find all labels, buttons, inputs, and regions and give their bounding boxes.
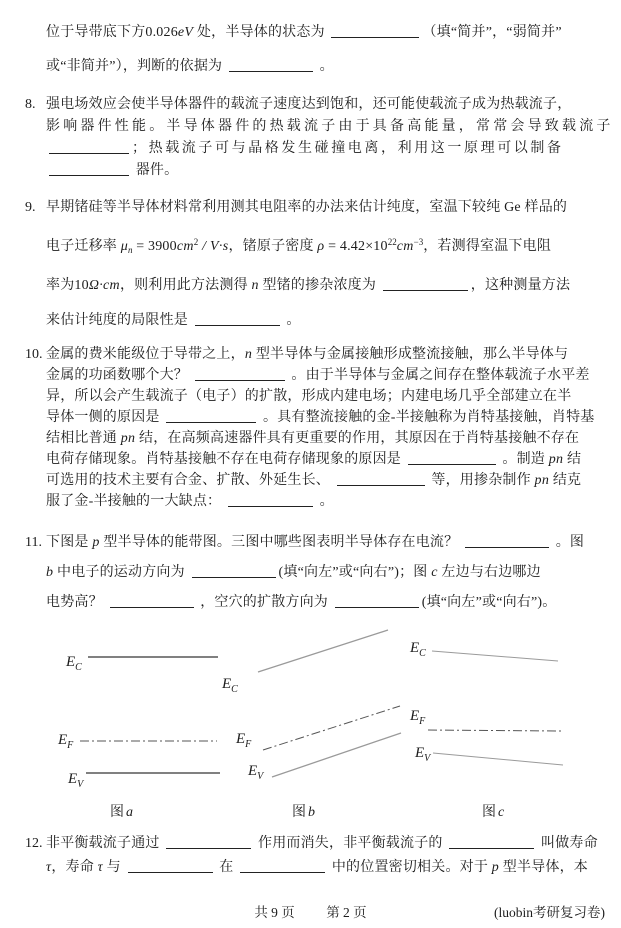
text-run: 结克 <box>549 473 582 488</box>
question <box>25 190 599 338</box>
band-line-c-ec <box>432 651 558 661</box>
text-run: ；热载流子可与晶格发生碰撞电离，利用这一原理可以制备 <box>132 141 564 156</box>
level-label-b-ec: $E_C$ <box>222 676 238 695</box>
question-line <box>46 470 599 491</box>
text-run: 结相比普通 <box>46 431 121 446</box>
page-footer <box>0 904 621 922</box>
text-run: 导体一侧的原因是 <box>46 410 164 425</box>
math-run: eV <box>177 25 194 40</box>
question-line <box>46 428 599 449</box>
question-body <box>46 832 599 880</box>
blank-field <box>49 140 129 154</box>
level-label-a-ef: $E_F$ <box>58 732 74 751</box>
text-run: 叫做寿命 <box>537 836 598 851</box>
blank-field <box>383 277 468 291</box>
text-run: ，寿命 <box>51 860 98 875</box>
text-run: 服了金-半接触的一大缺点： <box>46 494 225 509</box>
text-run: 。 <box>315 59 334 74</box>
current-page-label: 第 2 页 <box>326 905 367 920</box>
text-run: （填“简并”，“弱简并” <box>422 25 562 40</box>
text-run: 。制造 <box>498 452 549 467</box>
blank-field <box>110 594 194 608</box>
question-body <box>46 190 599 338</box>
math-run: cm <box>396 239 414 254</box>
question-line <box>46 491 599 512</box>
text-run: 器件。 <box>132 163 179 178</box>
fermi-line-b-ef <box>263 706 400 750</box>
question-line <box>46 449 599 470</box>
text-run: 金属的费米能级位于导带之上， <box>46 347 245 362</box>
text-run: 可选用的技术主要有合金、扩散、外延生长、 <box>46 473 334 488</box>
level-label-c-ev: $E_V$ <box>415 745 431 764</box>
math-run: pn <box>534 473 550 488</box>
math-run: τ <box>97 860 103 875</box>
math-run: n <box>244 347 253 362</box>
math-run: ρ <box>317 239 325 254</box>
question-line <box>46 190 599 225</box>
figure-caption-a: 图 a <box>110 805 133 820</box>
question <box>25 94 614 182</box>
blank-field <box>240 859 325 873</box>
question-body <box>46 94 614 182</box>
blank-field <box>166 835 251 849</box>
band-line-c-ev <box>433 753 563 765</box>
level-label-a-ec: $E_C$ <box>66 654 82 673</box>
text-run: 等，用掺杂制作 <box>427 473 535 488</box>
blank-field <box>449 835 534 849</box>
math-run: n <box>251 278 259 293</box>
question-number: 12. <box>25 836 43 851</box>
text-run: ，这种测量方法 <box>470 278 571 293</box>
text-run: 左边与右边哪边 <box>437 565 541 580</box>
blank-field <box>229 58 313 72</box>
text-run: 型半导体，本 <box>499 860 588 875</box>
level-label-b-ef: $E_F$ <box>236 731 252 750</box>
question-line <box>46 303 599 338</box>
question-body <box>46 344 599 512</box>
energy-band-diagram <box>0 624 621 824</box>
question-number: 8. <box>25 97 36 112</box>
question-line <box>46 94 599 116</box>
question <box>25 528 599 618</box>
question-number: 9. <box>25 200 36 215</box>
level-label-c-ec: $E_C$ <box>410 640 426 659</box>
text-run: 作用而消失，非平衡载流子的 <box>254 836 447 851</box>
blank-field <box>465 534 549 548</box>
math-run: μ <box>120 239 129 254</box>
text-run: 与 <box>102 860 125 875</box>
question-area-bottom <box>0 832 621 880</box>
question-line <box>46 588 599 618</box>
level-label-b-ev: $E_V$ <box>248 763 264 782</box>
text-run: 早期锗硅等半导体材料常利用测其电阻率的办法来估计纯度，室温下较纯 Ge 样品的 <box>46 200 568 215</box>
text-run: 0.026 <box>145 25 178 40</box>
question <box>25 832 599 880</box>
question-number: 10. <box>25 347 43 362</box>
text-run: 电荷存储现象。肖特基接触不存在电荷存储现象的原因是 <box>46 452 405 467</box>
band-diagram-svg <box>0 624 621 824</box>
blank-field <box>228 493 313 507</box>
text-run: 金属的功函数哪个大？ <box>46 368 192 383</box>
math-run: pn <box>548 452 564 467</box>
text-run: 结 <box>563 452 582 467</box>
text-run: 位于导带底下方 <box>46 25 146 40</box>
text-run: ，空穴的扩散方向为 <box>196 595 332 610</box>
text-run: 电子迁移率 <box>46 239 121 254</box>
text-run: 。由于半导体与金属之间存在整体载流子水平差 <box>287 368 590 383</box>
source-credit: (luobin考研复习卷) <box>494 905 605 920</box>
blank-field <box>335 594 419 608</box>
math-run: p <box>491 860 500 875</box>
text-run: 型锗的掺杂浓度为 <box>258 278 380 293</box>
math-run: Ω·cm <box>88 278 120 293</box>
text-run: ，若测得室温下电阻 <box>423 239 552 254</box>
text-run: 中的位置密切相关。对于 <box>328 860 492 875</box>
question-line <box>46 386 599 407</box>
text-run: 结，在高频高速器件具有更重要的作用，其原因在于肖特基接触不存在 <box>135 431 580 446</box>
text-run: (填“向左”或“向右”)。 <box>421 595 557 610</box>
question-line <box>46 558 599 588</box>
text-run: 率为10 <box>46 278 89 293</box>
band-line-b-ec <box>258 630 388 672</box>
total-pages-label: 共 9 页 <box>254 905 295 920</box>
question-line <box>46 407 599 428</box>
text-run: 。具有整流接触的金-半接触称为肖特基接触，肖特基 <box>259 410 595 425</box>
question-line <box>46 50 599 84</box>
text-run: 异，所以会产生载流子（电子）的扩散，形成内建电场；内建电场几乎全部建立在半 <box>46 389 572 404</box>
level-label-c-ef: $E_F$ <box>410 708 426 727</box>
text-run: 型半导体的能带图。三图中哪些图表明半导体存在电流？ <box>99 535 463 550</box>
text-run: 来估计纯度的局限性是 <box>46 313 192 328</box>
question-body <box>46 16 599 84</box>
text-run: 在 <box>215 860 238 875</box>
blank-field <box>192 564 276 578</box>
question-body <box>46 528 599 618</box>
text-run: 或“非简并”），判断的依据为 <box>46 59 226 74</box>
question-line <box>46 16 599 50</box>
text-run: 下图是 <box>46 535 93 550</box>
fermi-line-c-ef <box>428 730 563 731</box>
math-run: −3 <box>413 237 424 247</box>
question-line <box>46 365 599 386</box>
question-number: 11. <box>25 535 42 550</box>
text-run: 非平衡载流子通过 <box>46 836 164 851</box>
math-run: 2 <box>193 237 199 247</box>
math-run: τ <box>46 860 52 875</box>
blank-field <box>195 367 285 381</box>
question-line <box>46 160 599 182</box>
question-line <box>46 856 599 880</box>
question-line <box>46 225 599 268</box>
figure-caption-c: 图 c <box>482 805 505 820</box>
question-line <box>46 138 599 160</box>
text-run: (填“向左”或“向右”)；图 <box>278 565 432 580</box>
question-line <box>46 268 599 303</box>
blank-field <box>408 451 496 465</box>
math-run: cm <box>176 239 194 254</box>
text-run: ，锗原子密度 <box>228 239 318 254</box>
text-run: = 4.42×10 <box>324 239 388 254</box>
blank-field <box>49 162 129 176</box>
math-run: n <box>128 245 133 255</box>
question-line <box>46 344 599 365</box>
blank-field <box>337 472 425 486</box>
math-run: b <box>46 565 54 580</box>
text-run: 强电场效应会使半导体器件的载流子速度达到饱和，还可能使载流子成为热载流子， <box>46 97 572 112</box>
text-run: 。图 <box>552 535 585 550</box>
math-run: p <box>92 535 100 550</box>
blank-field <box>331 24 419 38</box>
math-run: c <box>431 565 438 580</box>
text-run: 处，半导体的状态为 <box>193 25 329 40</box>
text-run: 型半导体与金属接触形成整流接触，那么半导体与 <box>252 347 569 362</box>
text-run: 中电子的运动方向为 <box>53 565 189 580</box>
blank-field <box>128 859 213 873</box>
figure-caption-b: 图 b <box>292 805 315 820</box>
text-run: ，则利用此方法测得 <box>119 278 252 293</box>
blank-field <box>166 409 256 423</box>
text-run: = 3900 <box>132 239 177 254</box>
text-run: 电势高？ <box>46 595 107 610</box>
text-run: 。 <box>315 494 334 509</box>
question-line <box>46 832 599 856</box>
question-line <box>46 116 614 138</box>
level-label-a-ev: $E_V$ <box>68 771 84 790</box>
band-line-b-ev <box>272 733 401 777</box>
text-run: 。 <box>282 313 301 328</box>
blank-field <box>195 312 280 326</box>
question-line <box>46 528 599 558</box>
question <box>25 344 599 512</box>
question <box>46 16 599 84</box>
math-run: 22 <box>387 237 397 247</box>
text-run: 影响器件性能。半导体器件的热载流子由于具备高能量，常常会导致载流子 <box>46 119 614 134</box>
math-run: / V·s <box>198 239 229 254</box>
math-run: pn <box>120 431 136 446</box>
